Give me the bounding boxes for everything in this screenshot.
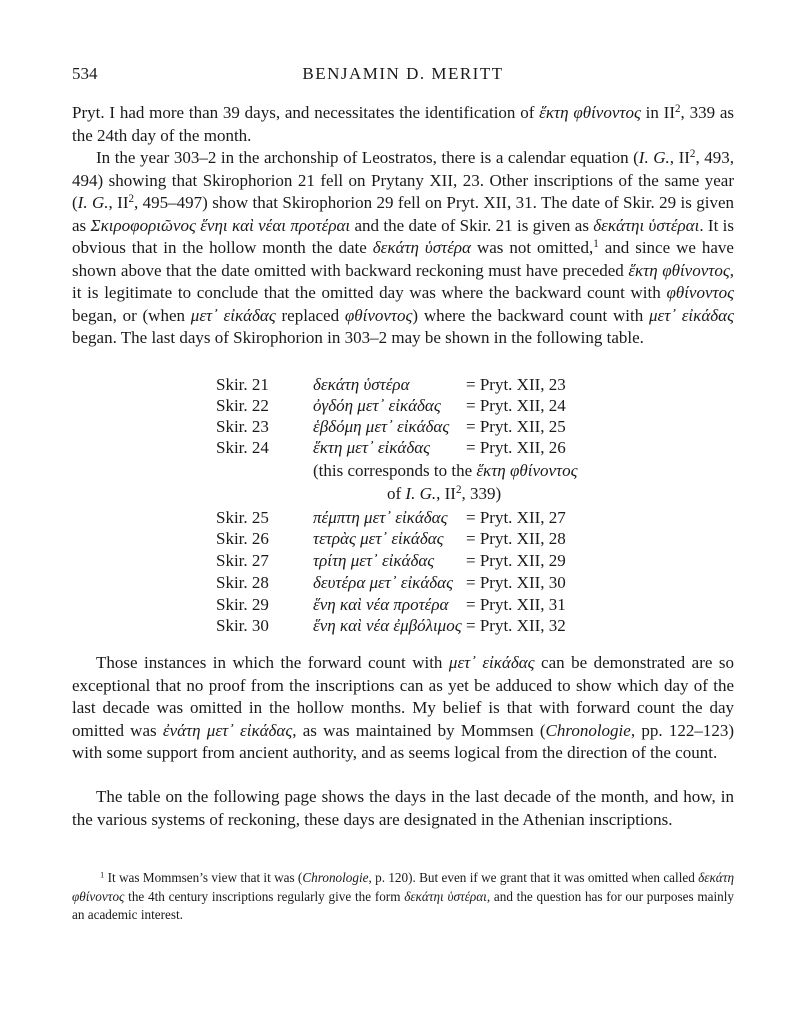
greek-text: Σκιροφοριῶνος ἕνηι καὶ νέαι προτέραι	[90, 215, 351, 235]
table-note	[313, 460, 593, 505]
greek-text: φθίνοντος	[666, 283, 734, 302]
text-run: , 493, 494) showing that Skirophorion 21 fell on Prytany XII, 23. Other inscriptions of the same year (	[72, 148, 735, 212]
text-run: in II	[640, 103, 675, 122]
greek-date: δεκάτη ὑστέρα	[313, 375, 410, 394]
text-run: ) where the backward count with	[412, 305, 649, 325]
skir-day: Skir. 26	[216, 529, 269, 548]
greek-date: ἑβδόμη μετ᾽ εἰκάδας	[313, 417, 450, 436]
citation-abbrev: I. G.	[638, 148, 670, 167]
text-run: , and the question has for our purposes mainly an academic interest.	[72, 888, 734, 922]
text-run: , it is legitimate to conclude that the omitted day was where the backward count with	[72, 260, 734, 302]
text-run: , II	[669, 148, 690, 167]
skir-day: Skir. 23	[216, 417, 269, 436]
table-row	[0, 616, 801, 638]
note-text: (this corresponds to the	[313, 461, 477, 480]
table-row	[0, 375, 801, 397]
text-run: and the date of Skir. 21 is given as	[350, 215, 594, 235]
running-head: BENJAMIN D. MERITT	[302, 64, 504, 83]
table-row	[0, 417, 801, 439]
skir-day: Skir. 27	[216, 551, 269, 570]
text-run: , 495–497) show that Skirophorion 29 fell on Pryt. XII, 31. The date of Skir. 29 is given as	[72, 193, 734, 235]
paragraph-1	[72, 102, 734, 147]
prytany-day: = Pryt. XII, 24	[466, 396, 566, 415]
prytany-day: = Pryt. XII, 30	[466, 573, 566, 592]
text-run: , pp. 122–123) with some support from ancient authority, and as seems logical from the direction of the count.	[72, 720, 734, 762]
book-title: Chronologie	[545, 720, 631, 740]
note-text: , 339)	[461, 483, 502, 503]
greek-text: φθίνοντος	[344, 305, 413, 325]
footnote	[72, 869, 734, 925]
text-run: It was Mommsen’s view that it was (	[104, 870, 303, 885]
superscript: 2	[689, 147, 696, 160]
greek-text: δεκάτη φθίνοντος	[72, 870, 734, 904]
greek-date: τρίτη μετ᾽ εἰκάδας	[313, 551, 435, 570]
table-row	[0, 595, 801, 617]
superscript: 2	[455, 483, 462, 496]
greek-date: ἕνη καὶ νέα ἐμβόλιμος	[313, 616, 462, 635]
text-run: replaced	[275, 305, 345, 325]
greek-text: δεκάτηι ὑστέραι	[404, 888, 487, 904]
greek-date: ἕνη καὶ νέα προτέρα	[313, 595, 449, 614]
greek-date: δευτέρα μετ᾽ εἰκάδας	[313, 573, 453, 592]
skir-day: Skir. 24	[216, 438, 269, 457]
text-run: , p. 120). But even if we grant that it was omitted when called	[368, 870, 699, 885]
skir-day: Skir. 22	[216, 396, 269, 415]
greek-date: ὀγδόη μετ᾽ εἰκάδας	[313, 396, 441, 415]
paragraph-2	[72, 147, 734, 350]
skir-day: Skir. 29	[216, 595, 269, 614]
prytany-day: = Pryt. XII, 28	[466, 529, 566, 548]
text-run: began. The last days of Skirophorion in 303–2 may be shown in the following table.	[72, 328, 644, 347]
greek-text: μετ᾽ εἰκάδας	[649, 305, 734, 325]
table-row	[0, 573, 801, 595]
footnote-number: 1	[100, 869, 105, 880]
greek-text: ἐνάτη μετ᾽ εἰκάδας	[162, 720, 293, 740]
text-run: In the year 303–2 in the archonship of Leostratos, there is a calendar equation (	[96, 148, 639, 167]
note-line-2	[313, 483, 593, 506]
text-run: Those instances in which the forward count with	[96, 653, 449, 672]
greek-text: μετ᾽ εἰκάδας	[448, 653, 535, 672]
text-run: was not omitted,	[470, 238, 594, 257]
prytany-day: = Pryt. XII, 27	[466, 508, 566, 527]
greek-date: πέμπτη μετ᾽ εἰκάδας	[313, 508, 448, 527]
greek-text: δεκάτηι ὑστέραι	[593, 215, 700, 235]
prytany-day: = Pryt. XII, 25	[466, 417, 566, 436]
citation-abbrev: I. G.	[77, 193, 109, 212]
paragraph-4	[72, 786, 734, 831]
skir-day: Skir. 30	[216, 616, 269, 635]
greek-text: ἕκτη φθίνοντος	[476, 461, 578, 480]
paragraph-3	[72, 652, 734, 765]
page-number: 534	[72, 64, 98, 83]
table-row	[0, 551, 801, 573]
text-run: began, or (when	[72, 305, 191, 325]
superscript: 2	[128, 192, 135, 205]
text-run: , as was maintained by Mommsen (	[292, 720, 546, 740]
book-title: Chronologie	[302, 870, 369, 885]
greek-text: δεκάτη ὑστέρα	[372, 238, 471, 257]
superscript: 2	[675, 102, 681, 115]
prytany-day: = Pryt. XII, 23	[466, 375, 566, 394]
greek-date: ἕκτη μετ᾽ εἰκάδας	[313, 438, 431, 457]
skir-day: Skir. 25	[216, 508, 269, 527]
text-run: Pryt. I had more than 39 days, and necessitates the identification of	[72, 103, 540, 122]
text-run: and since we have shown above that the date omitted with backward reckoning must have preceded	[72, 238, 734, 280]
greek-text: μετ᾽ εἰκάδας	[190, 305, 276, 325]
table-row	[0, 508, 801, 530]
page-header	[72, 64, 734, 88]
prytany-day: = Pryt. XII, 26	[466, 438, 566, 457]
paragraph-text: The table on the following page shows the days in the last decade of the month, and how, in the various systems of reckoning, these days are designated in the Athenian inscriptions.	[72, 787, 734, 829]
text-run: , II	[108, 193, 129, 212]
citation-abbrev: I. G.	[405, 483, 437, 503]
note-text: , II	[436, 483, 456, 503]
text-run: can be demonstrated are so exceptional that no proof from the inscriptions can as yet be adduced to show which day of the last decade was omitted in the hollow months. My belief is that with forward count the day omitted was	[72, 653, 734, 740]
prytany-day: = Pryt. XII, 29	[466, 551, 566, 570]
text-run: , 339 as the 24th day of the month.	[72, 103, 735, 145]
table-row	[0, 438, 801, 460]
greek-date: τετρὰς μετ᾽ εἰκάδας	[313, 529, 444, 548]
prytany-day: = Pryt. XII, 31	[466, 595, 566, 614]
greek-text: ἕκτη φθίνοντος	[539, 103, 641, 122]
table-row	[0, 396, 801, 418]
prytany-day: = Pryt. XII, 32	[466, 616, 566, 635]
footnote-ref[interactable]: 1	[593, 237, 599, 250]
text-run: . It is obvious that in the hollow month the date	[72, 215, 734, 257]
text-run: the 4th century inscriptions regularly give the form	[124, 888, 405, 904]
skir-day: Skir. 21	[216, 375, 269, 394]
table-row	[0, 529, 801, 551]
greek-text: ἕκτη φθίνοντος	[628, 260, 730, 280]
skir-day: Skir. 28	[216, 573, 269, 592]
note-text: of	[387, 483, 406, 503]
